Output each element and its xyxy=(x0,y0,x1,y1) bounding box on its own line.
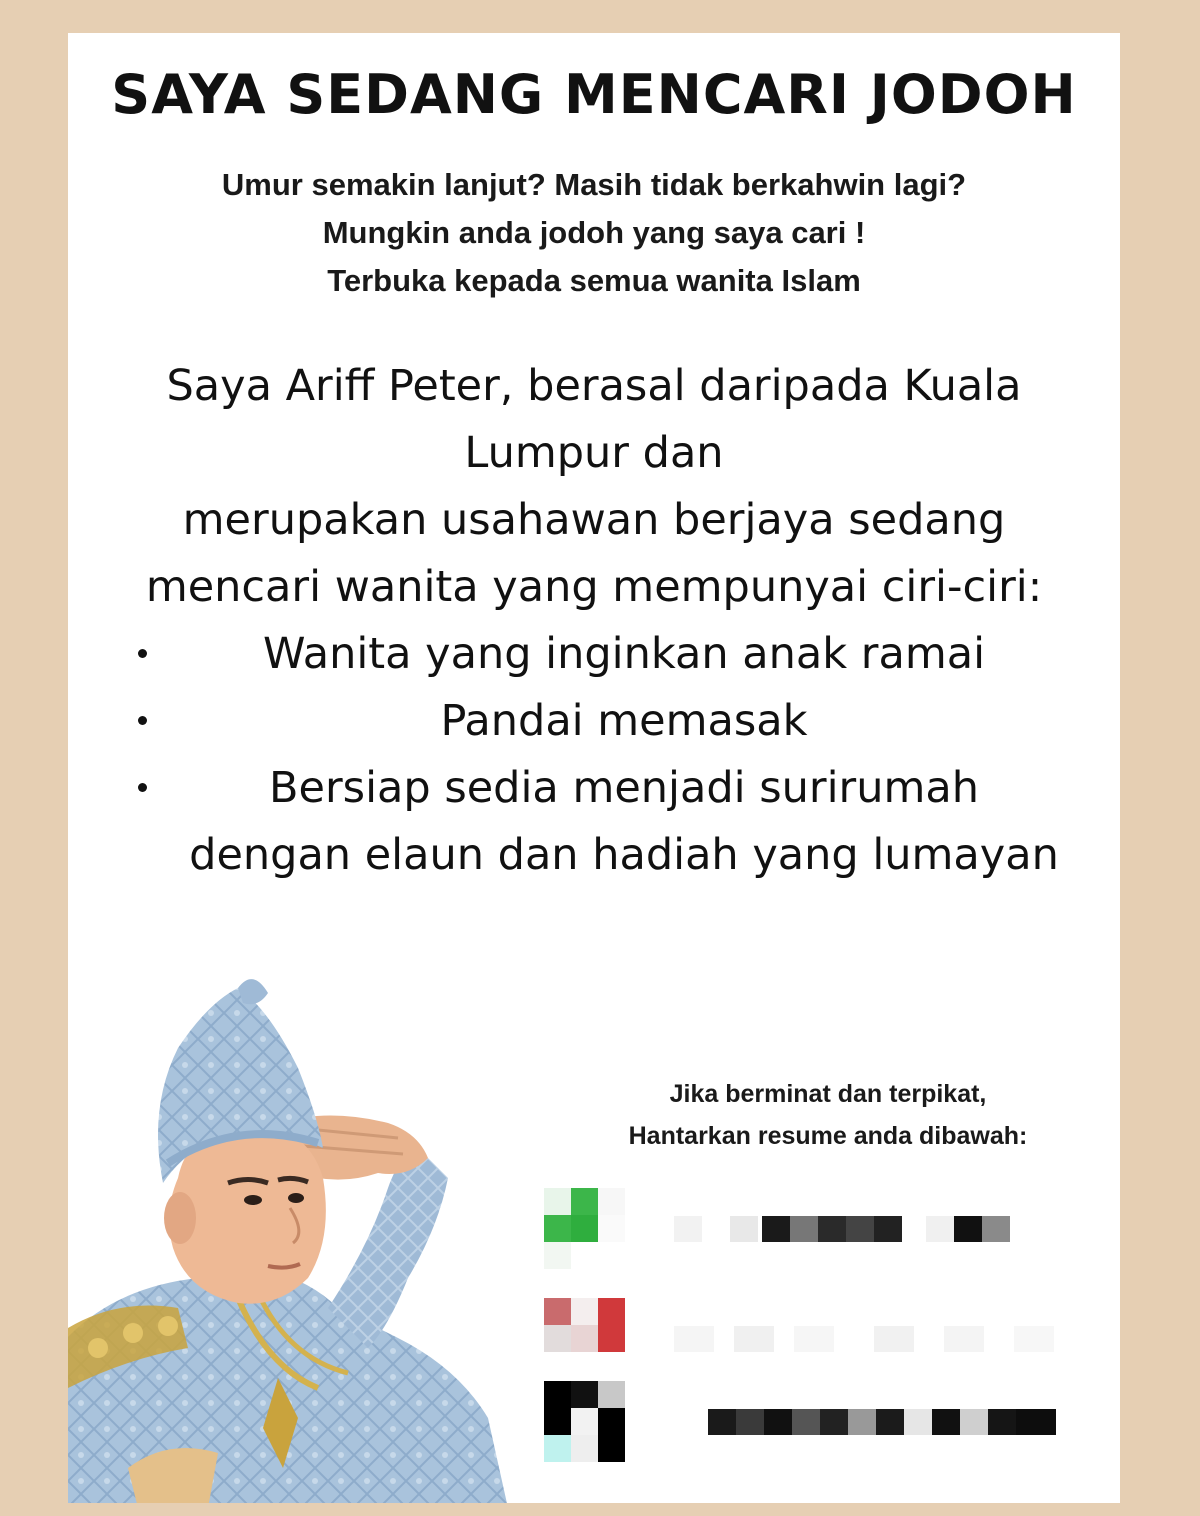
criteria-text: Pandai memasak xyxy=(440,696,808,746)
criteria-continuation: dengan elaun dan hadiah yang lumayan xyxy=(189,830,1059,880)
man-saluting-image xyxy=(68,948,548,1503)
whatsapp-number-pixelated xyxy=(674,1216,1104,1242)
subtitle-line: Umur semakin lanjut? Masih tidak berkahwin lagi? xyxy=(221,167,967,202)
poster-subtitle xyxy=(68,161,1120,305)
bullet-icon xyxy=(138,649,147,658)
poster-title: SAYA SEDANG MENCARI JODOH xyxy=(111,63,1077,126)
intro-line: mencari wanita yang mempunyai ciri-ciri: xyxy=(145,562,1043,612)
email-address-pixelated xyxy=(674,1326,1104,1352)
contact-email[interactable] xyxy=(544,1298,1104,1382)
poster xyxy=(68,33,1120,1503)
contact-heading xyxy=(548,1073,1108,1157)
bullet-icon xyxy=(138,716,147,725)
contact-whatsapp[interactable] xyxy=(544,1188,1104,1272)
intro-line: Saya Ariff Peter, berasal daripada Kuala xyxy=(166,361,1022,411)
tiktok-handle-pixelated xyxy=(674,1409,1104,1435)
subtitle-line: Mungkin anda jodoh yang saya cari ! xyxy=(322,215,866,250)
whatsapp-icon[interactable] xyxy=(544,1188,626,1270)
criteria-item xyxy=(68,621,1120,688)
contact-heading-line: Hantarkan resume anda dibawah: xyxy=(628,1122,1028,1150)
contact-tiktok[interactable] xyxy=(544,1381,1104,1465)
tiktok-icon[interactable] xyxy=(544,1381,626,1463)
criteria-item xyxy=(68,688,1120,755)
criteria-item xyxy=(68,755,1120,880)
intro-paragraph xyxy=(68,353,1120,621)
criteria-text: Bersiap sedia menjadi surirumah xyxy=(269,763,979,813)
subtitle-line: Terbuka kepada semua wanita Islam xyxy=(327,263,861,298)
intro-line: merupakan usahawan berjaya sedang xyxy=(182,495,1006,545)
contact-heading-line: Jika berminat dan terpikat, xyxy=(669,1080,987,1108)
bullet-icon xyxy=(138,783,147,792)
email-icon[interactable] xyxy=(544,1298,626,1380)
criteria-list xyxy=(68,621,1120,880)
criteria-text: Wanita yang inginkan anak ramai xyxy=(262,629,986,679)
intro-line: Lumpur dan xyxy=(464,428,724,478)
